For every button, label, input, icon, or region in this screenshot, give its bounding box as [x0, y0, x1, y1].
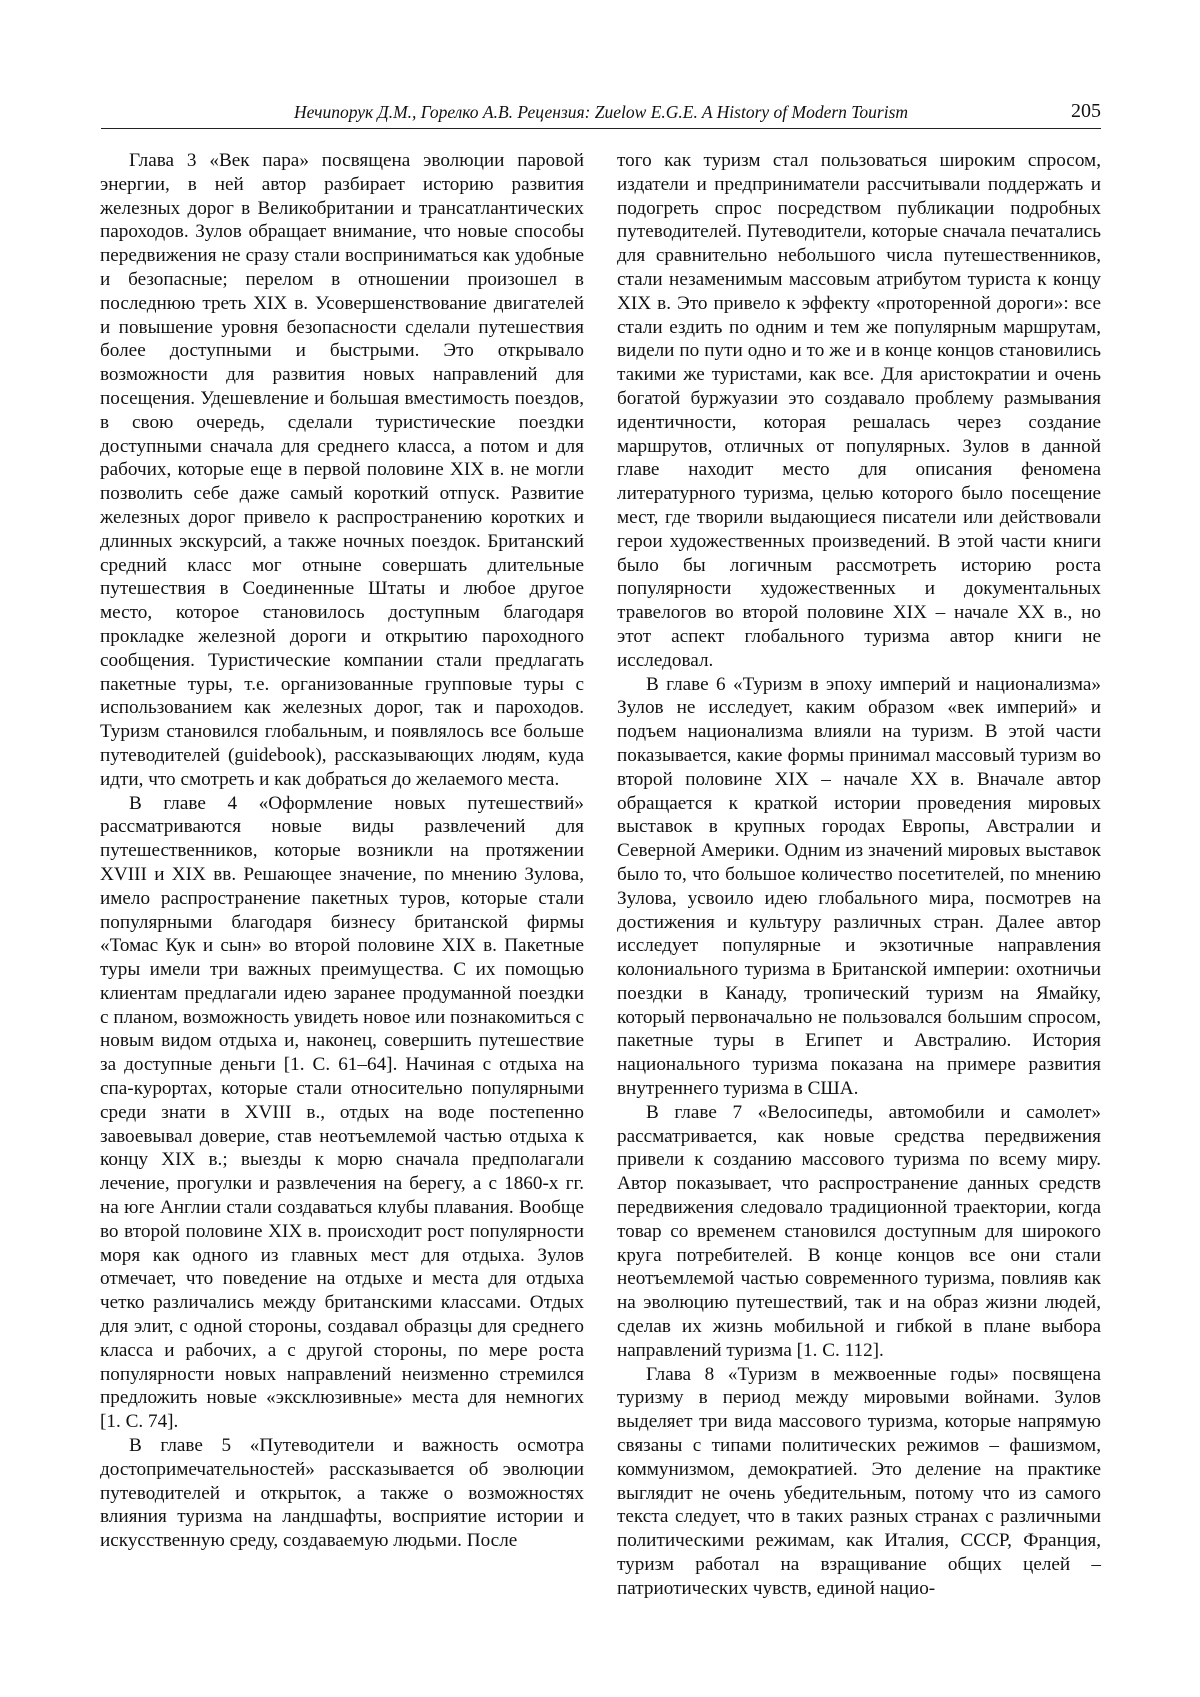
paragraph: того как туризм стал пользоваться широким спросом, издатели и предприниматели рассчитывали поддержать и подогреть спрос посредством публикации подробных путеводителей. Путеводители, которые сначала печатались для сравнительно небольшого числа путешественников, стали незаменимым массовым атрибутом туриста к концу XIX в. Это привело к эффекту «проторенной дороги»: все стали ездить по одним и тем же популярным маршрутам, видели по пути одно и то же и в конце концов становились такими же туристами, как все. Для аристократии и очень богатой буржуазии это создавало проблему размывания идентичности, которая решалась через создание маршрутов, отличных от популярных. Зулов в данной главе находит место для описания феномена литературного туризма, целью которого было посещение мест, где творили выдающиеся писатели или действовали герои художественных произведений. В этой части книги было бы логичным рассмотреть историю роста популярности художественных и документальных травелогов во второй половине XIX – начале XX в., но этот аспект глобального туризма автор книги не исследовал. — [617, 150, 1101, 671]
paragraph: В главе 6 «Туризм в эпоху империй и национализма» Зулов не исследует, каким образом «век империй» и подъем национализма влияли на туризм. В этой части показывается, какие формы принимал массовый туризм во второй половине XIX – начале XX в. Вначале автор обращается к краткой истории проведения мировых выставок в крупных городах Европы, Австралии и Северной Америки. Одним из значений мировых выставок было то, что большое количество посетителей, по мнению Зулова, усвоило идею глобального мира, посмотрев на достижения и культуру различных стран. Далее автор исследует популярные и экзотичные направления колониального туризма в Британской империи: охотничьи поездки в Канаду, тропический туризм на Ямайку, который первоначально не пользовался большим спросом, пакетные туры в Египет и Австралию. История национального туризма показана на примере развития внутреннего туризма в США. — [617, 673, 1101, 1100]
paragraph: Глава 3 «Век пара» посвящена эволюции паровой энергии, в ней автор разбирает историю развития железных дорог в Великобритании и трансатлантических пароходов. Зулов обращает внимание, что новые способы передвижения не сразу стали восприниматься как удобные и безопасные; перелом в отношении произошел в последнюю треть XIX в. Усовершенствование двигателей и повышение уровня безопасности сделали путешествия более доступными и быстрыми. Это открывало возможности для развития новых направлений для посещения. Удешевление и большая вместимость поездов, в свою очередь, сделали туристические поездки доступными сначала для среднего класса, а потом и для рабочих, которые еще в первой половине XIX в. не могли позволить себе даже самый короткий отпуск. Развитие железных дорог привело к распространению коротких и длинных экскурсий, а также ночных поездок. Британский средний класс мог отныне совершать длительные путешествия в Соединенные Штаты и любое другое место, которое становилось доступным благодаря прокладке железной дороги и открытию пароходного сообщения. Туристические компании стали предлагать пакетные туры, т.е. организованные групповые туры с использованием как железных дорог, так и пароходов. Туризм становился глобальным, и появлялось все больше путеводителей (guidebook), рассказывающих людям, куда идти, что смотреть и как добраться до желаемого места. — [100, 150, 584, 790]
right-column — [617, 149, 1101, 1601]
paragraph: Глава 8 «Туризм в межвоенные годы» посвящена туризму в период между мировыми войнами. Зулов выделяет три вида массового туризма, которые напрямую связаны с типами политических режимов – фашизмом, коммунизмом, демократией. Это деление на практике выглядит не очень убедительным, потому что из самого текста следует, что в таких разных странах с различными политическими режимам, как Италия, СССР, Франция, туризм работал на взращивание общих целей – патриотических чувств, единой нацио- — [617, 1363, 1101, 1599]
running-title: Нечипорук Д.М., Горелко А.В. Рецензия: Zuelow E.G.E. A History of Modern Tourism — [293, 102, 909, 122]
running-header — [101, 100, 1101, 129]
paragraph: В главе 5 «Путеводители и важность осмотра достопримечательностей» рассказывается об эволюции путеводителей и открыток, а также о возможностях влияния туризма на ландшафты, восприятие истории и искусственную среду, создаваемую людьми. После — [100, 1435, 584, 1552]
paragraph: В главе 7 «Велосипеды, автомобили и самолет» рассматривается, как новые средства передвижения привели к созданию массового туризма по всему миру. Автор показывает, что распространение данных средств передвижения следовало традиционной траектории, когда товар со временем становился доступным для широкого круга потребителей. В конце концов все они стали неотъемлемой частью современного туризма, повлияв как на эволюцию путешествий, так и на образ жизни людей, сделав их жизнь мобильной и гибкой в плане выбора направлений туризма [1. С. 112]. — [617, 1101, 1101, 1361]
page-number: 205 — [1071, 100, 1101, 122]
left-column — [100, 149, 584, 1553]
paragraph: В главе 4 «Оформление новых путешествий» рассматриваются новые виды развлечений для путешественников, которые возникли на протяжении XVIII и XIX вв. Решающее значение, по мнению Зулова, имело распространение пакетных туров, которые стали популярными благодаря бизнесу британской фирмы «Томас Кук и сын» во второй половине XIX в. Пакетные туры имели три важных преимущества. С их помощью клиентам предлагали идею заранее продуманной поездки с планом, возможность увидеть новое или познакомиться с новым видом отдыха и, наконец, совершить путешествие за доступные деньги [1. С. 61–64]. Начиная с отдыха на спа-курортах, которые стали относительно популярными среди знати в XVIII в., отдых на воде постепенно завоевывал доверие, став неотъемлемой частью отдыха к концу XIX в.; выезды к морю сначала предполагали лечение, прогулки и развлечения на берегу, а с 1860-х гг. на юге Англии стали создаваться клубы плавания. Вообще во второй половине XIX в. происходит рост популярности моря как одного из главных мест для отдыха. Зулов отмечает, что поведение на отдыхе и места для отдыха четко различались между британскими классами. Отдых для элит, с одной стороны, создавал образцы для среднего класса и рабочих, а с другой стороны, по мере роста популярности новых направлений неизменно стремился предложить новые «эксклюзивные» места для немногих [1. С. 74]. — [100, 792, 585, 1433]
